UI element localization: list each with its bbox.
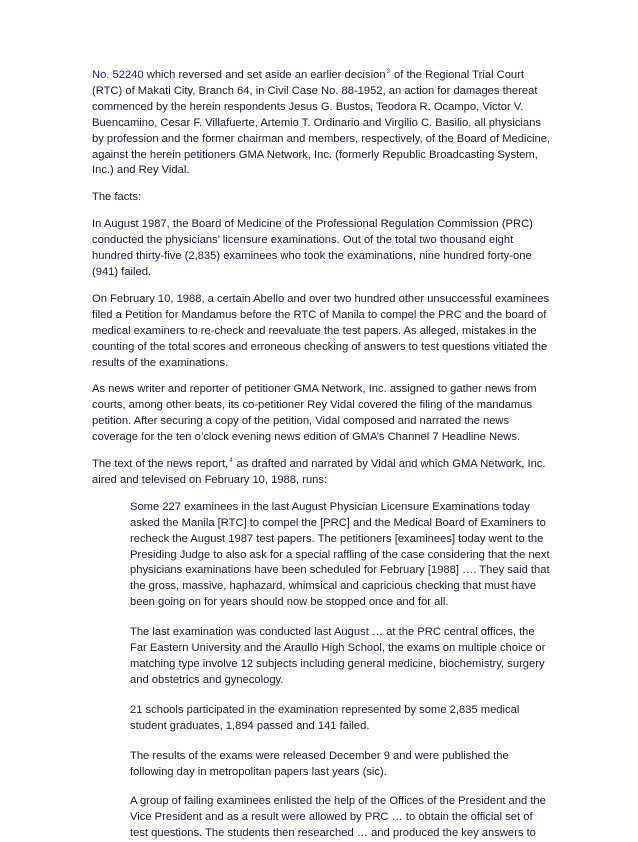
paragraph-intro — [92, 68, 552, 179]
paragraph-facts-heading: The facts: — [92, 191, 142, 204]
case-reference-link[interactable]: No. 52240 — [92, 69, 144, 81]
quote-paragraph-3: 21 schools participated in the examination represented by some 2,835 medical student graduates, 1,894 passed and 141 failed. — [130, 703, 520, 732]
quote-paragraph-4: The results of the exams were released December 9 and were published the following day in metropolitan papers last years (sic). — [130, 749, 509, 778]
quote-paragraph-5: A group of failing examinees enlisted the help of the Offices of the President and the Vice President and as a result were allowed by PRC … to obtain the official set of test questions. The students then researched … and produced the key answers to — [130, 795, 546, 840]
quote-paragraph-2: The last examination was conducted last August … at the PRC central offices, the Far Eastern University and the Araullo High School, the exams on multiple choice or matching type involve 12 subjects including general medicine, biochemistry, surgery and obstetrics and gynecology. — [130, 626, 546, 686]
footnote-ref-3[interactable]: 3 — [386, 69, 390, 76]
paragraph-board-exams: In August 1987, the Board of Medicine of the Professional Regulation Commission (PRC) conducted the physicians’ licensure examinations. Out of the total two thousand eight hundred thirty-five (2,835) examinees who took the examinations, nine hundred forty-one (941) failed. — [92, 218, 533, 278]
paragraph-news-report-text-a: The text of the news report, — [92, 458, 229, 471]
paragraph-news-report-intro — [92, 457, 552, 489]
paragraph-news-report-text-b: as drafted and narrated by Vidal and which GMA Network, Inc. aired and televised on February 10, 1988, runs: — [92, 458, 546, 486]
paragraph-intro-text-b: of the Regional Trial Court (RTC) of Makati City, Branch 64, in Civil Case No. 88-1952, an action for damages thereat commenced by the herein respondents Jesus G. Bustos, Teodora R. Ocampo, Victor V. Buencamino, Cesar F. Villafuerte, Artemio T. Ordinario and Virgilio C. Basilio, all physicians by profession and the former chairman and members, respectively, of the Board of Medicine, against the herein petitioners GMA Network, Inc. (formerly Republic Broadcasting System, Inc.) and Rey Vidal. — [92, 69, 551, 177]
block-quote — [92, 500, 552, 842]
paragraph-news-coverage: As news writer and reporter of petitioner GMA Network, Inc. assigned to gather news from courts, among other beats, its co-petitioner Rey Vidal covered the filing of the mandamus petition. After securing a copy of the petition, Vidal composed and narrated the news coverage for the ten o’clock evening news edition of GMA’s Channel 7 Headline News. — [92, 383, 537, 444]
paragraph-intro-text-a: which reversed and set aside an earlier decision — [143, 69, 386, 81]
footnote-ref-4[interactable]: 4 — [229, 458, 233, 465]
paragraph-mandamus: On February 10, 1988, a certain Abello and over two hundred other unsuccessful examinees filed a Petition for Mandamus before the RTC of Manila to compel the PRC and the board of medical examiners to re-check and reevaluate the test papers. As alleged, mistakes in the counting of the total scores and erroneous checking of answers to test questions vitiated the results of the examinations. — [92, 292, 550, 369]
quote-paragraph-1: Some 227 examinees in the last August Physician Licensure Examinations today asked the Manila [RTC] to compel the [PRC] and the Medical Board of Examiners to recheck the August 1987 test papers. The petitioners [examinees] today went to the Presiding Judge to also ask for a special raffling of the case considering that the next physicians examinations have been scheduled for February [1988] …. They said that the gross, massive, haphazard, whimsical and capricious checking that must have been going on for years should now be stopped once and for all. — [130, 500, 550, 609]
